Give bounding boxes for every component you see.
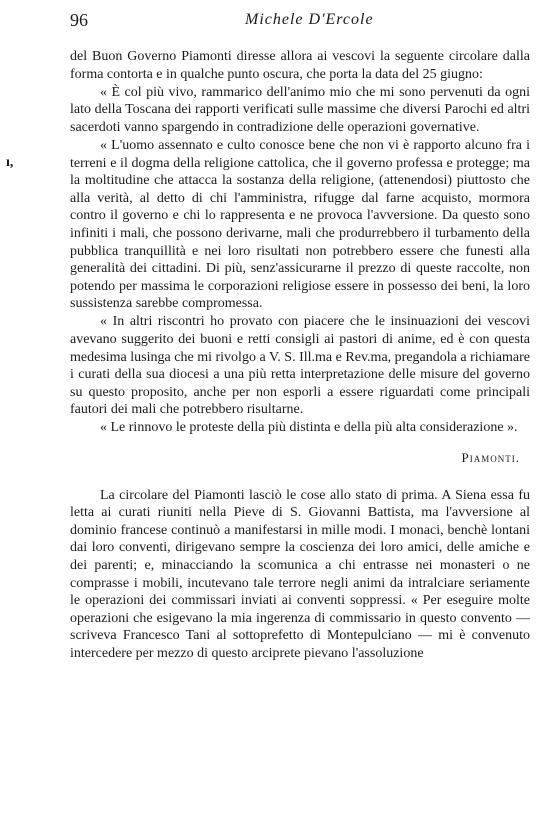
signature: Piamonti. (461, 450, 520, 466)
paragraph: del Buon Governo Piamonti diresse allora ai vescovi la seguente circolare dalla forma contorta e in qualche punto oscura, che porta la data del 25 giugno: (70, 49, 530, 82)
page-header (70, 10, 526, 34)
page-body (70, 48, 530, 663)
paragraph: « È col più vivo, rammarico dell'animo mio che mi sono pervenuti da ogni lato della Toscana dei rapporti verificati sulle massime che diversi Parochi ed altri sacerdoti vanno spargendo in contradizione delle operazioni governative. (70, 84, 530, 135)
paragraph: « L'uomo assennato e culto conosce bene che non vi è rapporto alcuno fra i terreni e il dogma della religione cattolica, che il governo professa e protegge; ma la moltitudine che attacca la sostanza della religione, (attenendosi) piuttosto che alla verità, al detto di chi l'amministra, rifugge dal farne acquisto, mormora contro il governo e chi lo rappresenta e ne provoca l'avversione. Da questo sono infiniti i mali, che possono derivarne, mali che produrrebbero il turbamento della pubblica tranquillità e nei loro risultati non potrebbero essere che funesti alla generalità dei cittadini. Di più, senz'assicurarne il prezzo di queste raccolte, non potendo per massima le corporazioni religiose essere in possesso dei beni, la loro sussistenza sarebbe compromessa. (70, 137, 530, 312)
paragraph: « In altri riscontri ho provato con piacere che le insinuazioni dei vescovi avevano suggerito dei buoni e retti consigli ai pastori di anime, ed è con questa medesima lusinga che mi rivolgo a V. S. Ill.ma e Rev.ma, pregandola a richiamare i curati della sua diocesi a una più retta interpretazione delle misure del governo su questo proposito, anche per non esporli a essere riguardati come principali fautori dei mali che potrebbero risultarne. (70, 314, 530, 418)
page-number: 96 (70, 10, 88, 30)
margin-mark: ı, (6, 155, 14, 170)
paragraph: La circolare del Piamonti lasciò le cose allo stato di prima. A Siena essa fu letta ai curati riuniti nella Pieve di S. Giovanni Battista, ma l'avversione al dominio francese continuò a manifestarsi in mille modi. I monaci, benchè lontani dai loro conventi, dirigevano sempre la coscienza dei loro amici, delle amiche e dei parenti; e, minacciando la scomunica a chi entrasse nei monasteri o ne comprasse i mobili, incutevano tale terrore negli animi da intralciare seriamente le operazioni dei commissari inviati ai conventi soppressi. « Per eseguire molte operazioni che esigevano la mia ingerenza di commissario in questo convento — scriveva Francesco Tani al sottoprefetto di Montepulciano — mi è convenuto intercedere per mezzo di questo arciprete pievano l'assoluzione (70, 487, 530, 661)
running-title: Michele D'Ercole (245, 11, 374, 28)
paragraph: « Le rinnovo le proteste della più distinta e della più alta considerazione ». (100, 420, 518, 436)
